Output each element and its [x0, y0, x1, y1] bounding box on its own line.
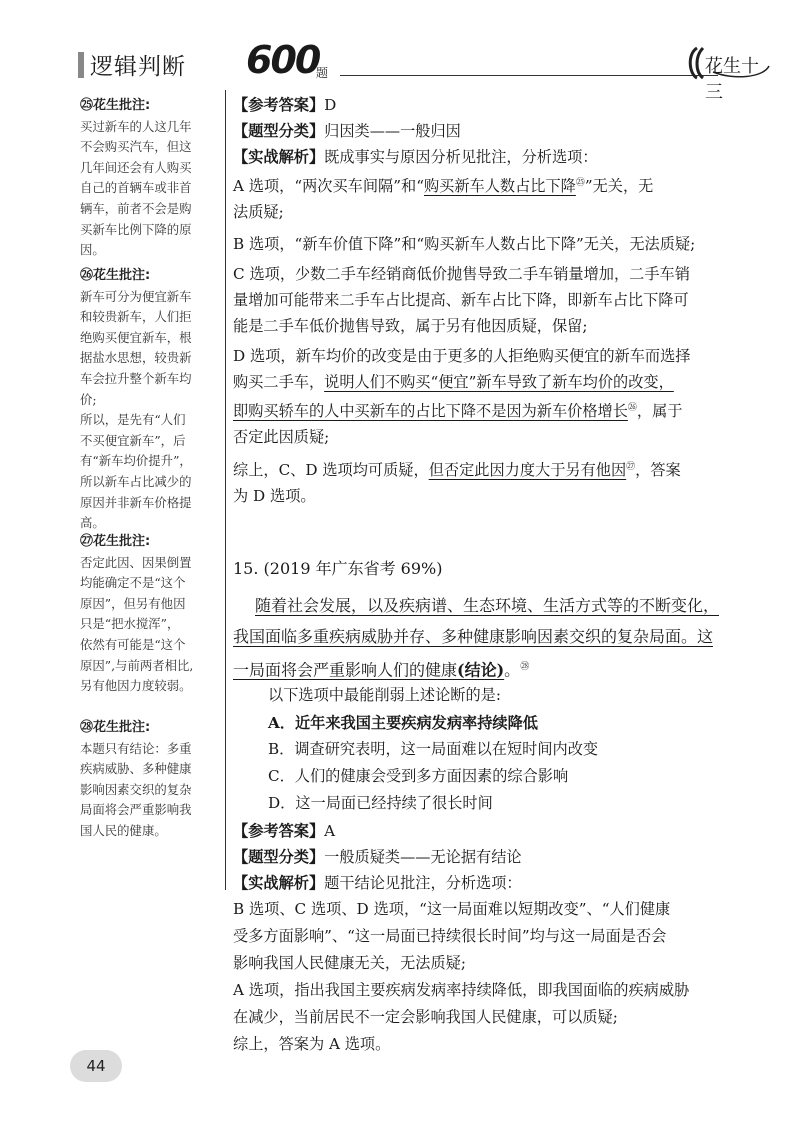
underlined-text: 说明人们不购买“便宜”新车导致了新车均价的改变， — [324, 373, 674, 392]
margin-note-26 — [80, 266, 222, 534]
note-line: 买新车比例下降的原 — [80, 221, 192, 237]
note-line: 价; — [80, 391, 97, 407]
note-line: 车会拉升整个新车均 — [80, 370, 192, 386]
text: 影响我国人民健康无关，无法质疑; — [233, 954, 466, 972]
answer-value: D — [324, 96, 337, 114]
margin-note-28 — [80, 718, 222, 842]
note-title: ㉖花生批注: — [80, 268, 151, 283]
note-line: 所以，是先有“人们 — [80, 412, 186, 428]
note-title: ㉘花生批注: — [80, 720, 151, 735]
q15-option-d[interactable] — [268, 790, 493, 816]
note-line: 所以新车占比减少的 — [80, 473, 192, 489]
note-line: 局面将会严重影响我 — [80, 802, 192, 818]
header-accent-bar — [78, 52, 84, 78]
text: 综上，答案为 A 选项。 — [233, 1035, 391, 1053]
underlined-text: 但否定此因力度大于另有他因 — [428, 461, 627, 480]
text: 受多方面影响”、“这一局面已持续很长时间”均与这一局面是否会 — [233, 927, 667, 945]
analysis-intro: 题干结论见批注，分析选项： — [324, 874, 522, 892]
q15-question: 以下选项中最能削弱上述论断的是: — [268, 686, 501, 704]
q14-explanation — [233, 92, 743, 509]
note-line: 和较贵新车，人们拒 — [80, 309, 192, 325]
text: 购买二手车， — [233, 373, 325, 392]
note-line: 有“新车均价提升”， — [80, 453, 192, 469]
note-line: 原因”,与前两者相比, — [80, 657, 194, 673]
text: 综上，C、D 选项均可质疑， — [233, 461, 429, 480]
page-header — [78, 38, 768, 103]
text: 量增加可能带来二手车占比提高、新车占比下降，即新车占比下降可 — [233, 291, 689, 310]
note-line: 原因并非新车价格提 — [80, 494, 192, 510]
underlined-text: 购买新车人数占比下降 — [423, 177, 576, 196]
answer-value: A — [324, 822, 336, 840]
brand-logo — [683, 44, 769, 103]
underlined-text: 随着社会发展，以及疾病谱、生态环境、生活方式等的不断变化， — [255, 596, 720, 615]
note-line: 辆车，前者不会是购 — [80, 200, 192, 216]
q14-analysis-row — [233, 144, 743, 170]
note-line: 国人民的健康。 — [80, 822, 167, 838]
note-title: ㉗花生批注: — [80, 534, 151, 549]
note-line: 新车可分为便宜新车 — [80, 288, 192, 304]
text: A 选项，指出我国主要疾病发病率持续降低，即我国面临的疾病威胁 — [233, 981, 690, 999]
conclusion-tag: (结论) — [457, 660, 505, 680]
text: 能是二手车低价抛售导致，属于另有他因质疑，保留; — [233, 317, 588, 336]
book-title: 逻辑判断 — [90, 54, 186, 80]
text: ，答案 — [635, 461, 681, 480]
margin-note-25 — [80, 96, 222, 261]
book-title-suffix: 题 — [316, 66, 329, 80]
note-line: 疾病威胁、多种健康 — [80, 761, 192, 777]
note-line: 因。 — [80, 242, 105, 258]
q14-summary — [233, 454, 743, 509]
underlined-text: 即购买轿车的人中买新车的占比下降不是因为新车价格增长 — [233, 402, 628, 421]
underlined-text: 我国面临多重疾病威胁并存、多种健康影响因素交织的复杂局面。这 — [233, 627, 714, 646]
text: 法质疑; — [233, 203, 284, 222]
note-line: 不会购买汽车，但这 — [80, 139, 192, 155]
q15-option-a[interactable] — [268, 710, 538, 736]
note-line: 不买便宜新车”，后 — [80, 432, 186, 448]
note-line: 只是“把水搅浑”， — [80, 616, 180, 632]
text: A 选项，“两次买车间隔”和“ — [233, 177, 424, 196]
text: 否定此因质疑; — [233, 428, 330, 447]
answer-label: 【参考答案】 — [233, 822, 325, 840]
book-title-number: 600 — [246, 38, 320, 82]
q15-type-row — [233, 844, 743, 870]
text: ，属于 — [636, 402, 683, 421]
analysis-label: 【实战解析】 — [233, 148, 325, 166]
option-text: B．调查研究表明，这一局面难以在短时间内改变 — [268, 740, 599, 758]
text: 为 D 选项。 — [233, 487, 316, 506]
option-text: C．人们的健康会受到多方面因素的综合影响 — [268, 767, 569, 785]
note-line: 本题只有结论：多重 — [80, 740, 192, 756]
q15-heading: 15. (2019 年广东省考 69%) — [233, 559, 443, 578]
note-line: 高。 — [80, 515, 105, 531]
text: ”无关，无 — [584, 177, 654, 196]
q15-option-b[interactable] — [268, 736, 598, 762]
q15-stem — [233, 590, 738, 685]
text: D 选项，新车均价的改变是由于更多的人拒绝购买便宜的新车而选择 — [233, 347, 691, 366]
page-number: 44 — [70, 1050, 122, 1082]
margin-note-27 — [80, 532, 222, 697]
note-line: 绝购买便宜新车，根 — [80, 329, 192, 345]
note-line: 据盐水思想，较贵新 — [80, 350, 192, 366]
q14-type-row — [233, 118, 743, 144]
option-text: A．近年来我国主要疾病发病率持续降低 — [268, 714, 538, 732]
q14-option-b: B 选项，“新车价值下降”和“购买新车人数占比下降”无关，无法质疑; — [233, 235, 696, 254]
note-line: 买过新车的人这几年 — [80, 118, 192, 134]
annotation-mark: ㉕ — [575, 178, 585, 188]
type-value: 归因类——一般归因 — [324, 122, 461, 140]
note-line: 均能确定不是“这个 — [80, 575, 186, 591]
q14-answer-row — [233, 92, 743, 118]
type-label: 【题型分类】 — [233, 122, 325, 140]
q14-option-c — [233, 261, 743, 339]
q14-option-a — [233, 170, 743, 225]
note-line: 几年间还会有人购买 — [80, 159, 192, 175]
underlined-text: 一局面将会严重影响人们的健康 — [233, 660, 458, 680]
type-value: 一般质疑类——无论据有结论 — [324, 848, 522, 866]
header-rule — [340, 75, 718, 76]
annotation-mark: ㉘ — [520, 662, 530, 672]
option-text: D．这一局面已经持续了很长时间 — [268, 794, 493, 812]
margin-divider — [225, 90, 226, 890]
note-line: 原因”，但另有他因 — [80, 595, 186, 611]
text: C 选项，少数二手车经销商低价抛售导致二手车销量增加，二手车销 — [233, 265, 690, 284]
type-label: 【题型分类】 — [233, 848, 325, 866]
text: 在减少，当前居民不一定会影响我国人民健康，可以质疑; — [233, 1008, 618, 1026]
analysis-intro: 既成事实与原因分析见批注，分析选项： — [324, 148, 598, 166]
annotation-mark: ㉖ — [627, 403, 637, 414]
note-line: 另有他因力度较弱。 — [80, 678, 192, 694]
note-line: 依然有可能是“这个 — [80, 636, 186, 652]
text: 。 — [504, 660, 521, 680]
brand-name: 花生十三 — [705, 56, 759, 103]
q15-answer-row — [233, 818, 743, 844]
q15-option-c[interactable] — [268, 763, 568, 789]
q15-analysis-row — [233, 870, 743, 896]
note-title: ㉕花生批注: — [80, 98, 151, 113]
note-line: 自己的首辆车或非首 — [80, 180, 192, 196]
analysis-label: 【实战解析】 — [233, 874, 325, 892]
text: B 选项、C 选项、D 选项，“这一局面难以短期改变”、“人们健康 — [233, 900, 671, 918]
note-line: 影响因素交织的复杂 — [80, 781, 192, 797]
q15-explanation — [233, 818, 743, 1058]
annotation-mark: ㉗ — [626, 462, 636, 473]
q15-analysis-body — [233, 896, 743, 1058]
note-line: 否定此因、因果倒置 — [80, 554, 192, 570]
stem-line-3 — [233, 652, 738, 685]
q14-option-d — [233, 343, 743, 450]
answer-label: 【参考答案】 — [233, 96, 325, 114]
